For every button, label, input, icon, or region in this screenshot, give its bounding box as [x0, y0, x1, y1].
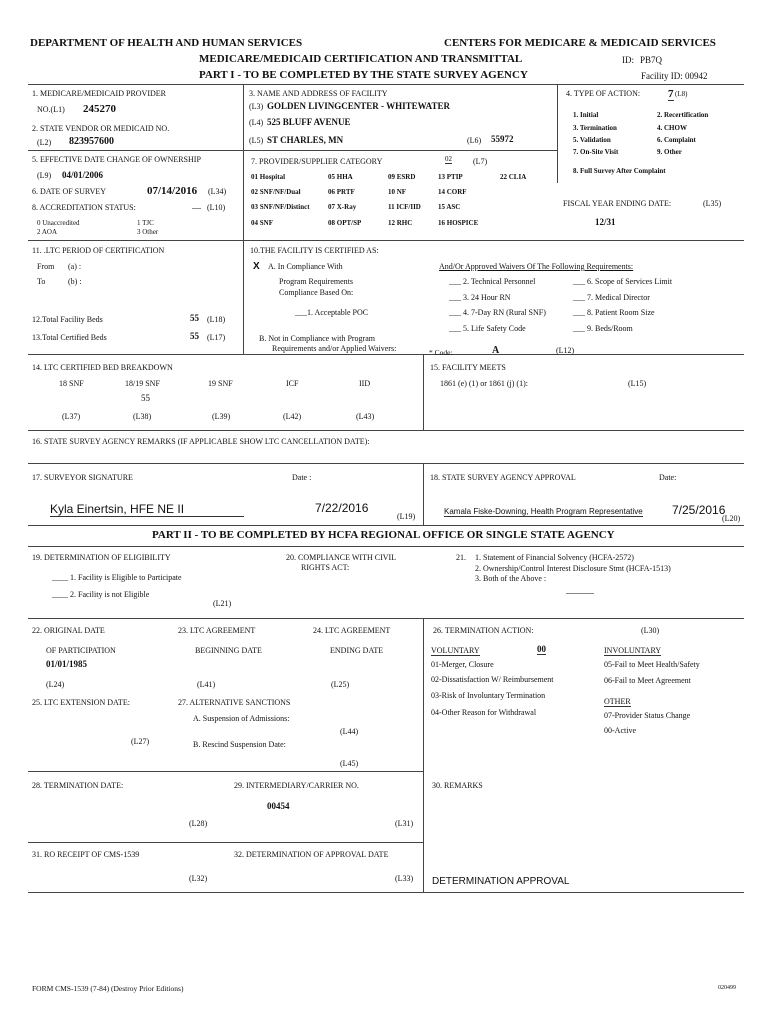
f18-label: 18. STATE SURVEY AGENCY APPROVAL [430, 473, 576, 482]
f4-opt-9: 9. Other [657, 148, 682, 156]
cat-02: 02 SNF/NF/Dual [251, 188, 301, 196]
cat-06: 06 PRTF [328, 188, 355, 196]
f31-label: 31. RO RECEIPT OF CMS-1539 [32, 850, 140, 859]
f27-label: 27. ALTERNATIVE SANCTIONS [178, 698, 291, 707]
f14-code-l39: (L39) [212, 412, 231, 421]
f21-item1: 1. Statement of Financial Solvency (HCFA-2572) [475, 553, 634, 562]
cat-05: 05 HHA [328, 173, 353, 181]
f26-v2: 02-Dissatisfaction W/ Reimbursement [431, 675, 554, 684]
f12-label: 12.Total Facility Beds [32, 315, 103, 324]
waiver-9: ___ 9. Beds/Room [573, 324, 633, 333]
f25-code: (L27) [131, 737, 150, 746]
id-value: PB7Q [640, 55, 663, 65]
f23-code: (L41) [197, 680, 216, 689]
termination-action-value: 00 [537, 644, 546, 654]
waiver-4: ___ 4. 7-Day RN (Rural SNF) [449, 308, 546, 317]
f23-sub: BEGINNING DATE [195, 646, 262, 655]
f28-code: (L28) [189, 819, 208, 828]
cat-22: 22 CLIA [500, 173, 527, 181]
facility-city: ST CHARLES, MN [267, 135, 344, 145]
f3-l4: (L4) [249, 118, 264, 127]
f3-l6: (L6) [467, 136, 482, 145]
cat-08: 08 OPT/SP [328, 219, 362, 227]
f4-code: (L8) [675, 90, 688, 98]
f14-col-19snf: 19 SNF [208, 379, 233, 388]
f7-code: (L7) [473, 157, 488, 166]
fiscal-year-end: 12/31 [595, 217, 616, 227]
f3-l3: (L3) [249, 102, 264, 111]
f10-optB2: Requirements and/or Applied Waivers: [272, 344, 397, 353]
facility-street: 525 BLUFF AVENUE [267, 117, 351, 127]
f4-opt-6: 6. Complaint [657, 136, 696, 144]
f4-opt-2: 2. Recertification [657, 111, 709, 119]
f10-code-ref: (L12) [556, 346, 575, 355]
f26-o0: 00-Active [604, 726, 636, 735]
ownership-change-date: 04/01/2006 [62, 170, 104, 180]
waiver-3: ___ 3. 24 Hour RN [449, 293, 511, 302]
dept-title: DEPARTMENT OF HEALTH AND HUMAN SERVICES [30, 37, 303, 49]
f17-date-label: Date : [292, 473, 312, 482]
f26-v3: 03-Risk of Involuntary Termination [431, 691, 546, 700]
facility-id: Facility ID: 00942 [641, 71, 708, 81]
f11-to: To [37, 277, 46, 286]
f1-label: 1. MEDICARE/MEDICAID PROVIDER [32, 89, 166, 98]
determination-approval: DETERMINATION APPROVAL [432, 876, 570, 887]
cat-04: 04 SNF [251, 219, 273, 227]
f6-code: (L34) [208, 187, 227, 196]
f4-opt-4: 4. CHOW [657, 124, 687, 132]
f8-opt1: 1 TJC [137, 219, 154, 227]
f8-blank: __ [192, 200, 201, 210]
approval-date: 7/25/2016 [672, 503, 726, 517]
carrier-number: 00454 [267, 801, 290, 811]
f14-col-iid: IID [359, 379, 371, 388]
f13-label: 13.Total Certified Beds [32, 333, 107, 342]
f4-opt-8: 8. Full Survey After Complaint [573, 167, 666, 175]
f26-voluntary: VOLUNTARY [431, 646, 480, 655]
cms-title: CENTERS FOR MEDICARE & MEDICAID SERVICES [444, 37, 716, 49]
f10-optA3: Compliance Based On: [279, 288, 354, 297]
cat-09: 09 ESRD [388, 173, 416, 181]
f11-from-a: (a) : [68, 262, 82, 271]
form-footer: FORM CMS-1539 (7-84) (Destroy Prior Editions) [32, 984, 184, 993]
f22-sub: OF PARTICIPATION [46, 646, 116, 655]
survey-date: 07/14/2016 [147, 185, 198, 197]
f19-label: 19. DETERMINATION OF ELIGIBILITY [32, 553, 171, 562]
f29-code: (L31) [395, 819, 414, 828]
f27-b-code: (L45) [340, 759, 359, 768]
f14-code-l38: (L38) [133, 412, 152, 421]
form-title: MEDICARE/MEDICAID CERTIFICATION AND TRANSMITTAL [199, 53, 523, 65]
f10-poc: ___1. Acceptable POC [295, 308, 369, 317]
part2-title: PART II - TO BE COMPLETED BY HCFA REGIONAL OFFICE OR SINGLE STATE AGENCY [152, 529, 615, 541]
f14-col-icf: ICF [286, 379, 299, 388]
f8-opt3: 3 Other [137, 228, 159, 236]
f4-opt-7: 7. On-Site Visit [573, 148, 619, 156]
part1-title: PART I - TO BE COMPLETED BY THE STATE SURVEY AGENCY [199, 69, 528, 81]
cat-10: 10 NF [388, 188, 407, 196]
f26-v4: 04-Other Reason for Withdrawal [431, 708, 537, 717]
f2-code: (L2) [37, 138, 52, 147]
f17-code: (L19) [397, 512, 416, 521]
total-certified-beds: 55 [190, 331, 199, 341]
f14-col-18snf: 18 SNF [59, 379, 84, 388]
cat-14: 14 CORF [438, 188, 467, 196]
f5-label: 5. EFFECTIVE DATE CHANGE OF OWNERSHIP [32, 155, 201, 164]
provider-category-value: 02 [445, 155, 452, 163]
f3-label: 3. NAME AND ADDRESS OF FACILITY [249, 89, 388, 98]
cat-11: 11 ICF/IID [388, 203, 421, 211]
f3-l5: (L5) [249, 136, 264, 145]
f26-i5: 05-Fail to Meet Health/Safety [604, 660, 700, 669]
f22-label: 22. ORIGINAL DATE [32, 626, 105, 635]
f26-other: OTHER [604, 697, 631, 706]
cat-13: 13 PTIP [438, 173, 463, 181]
action-type-value: 7 [668, 88, 674, 100]
f26-o7: 07-Provider Status Change [604, 711, 691, 720]
f14-label: 14. LTC CERTIFIED BED BREAKDOWN [32, 363, 173, 372]
f19-code: (L21) [213, 599, 232, 608]
waiver-5: ___ 5. Life Safety Code [449, 324, 526, 333]
f10-optA2: Program Requirements [279, 277, 353, 286]
f27-a-code: (L44) [340, 727, 359, 736]
f24-label: 24. LTC AGREEMENT [313, 626, 391, 635]
surveyor-signature: Kyla Einertsin, HFE NE II [50, 502, 244, 517]
fiscal-code: (L35) [703, 199, 722, 208]
f22-code: (L24) [46, 680, 65, 689]
f30-label: 30. REMARKS [432, 781, 483, 790]
f24-code: (L25) [331, 680, 350, 689]
f19-opt2: ____ 2. Facility is not Eligible [52, 590, 150, 599]
f18-date-label: Date: [659, 473, 677, 482]
cat-01: 01 Hospital [251, 173, 286, 181]
f8-code: (L10) [207, 203, 226, 212]
f10-code-label: * Code: [429, 348, 453, 357]
f12-code: (L18) [207, 315, 226, 324]
cat-07: 07 X-Ray [328, 203, 357, 211]
waiver-2: ___ 2. Technical Personnel [449, 277, 536, 286]
f27-b: B. Rescind Suspension Date: [193, 740, 286, 749]
f14-col-1819snf: 18/19 SNF [125, 379, 160, 388]
id-label: ID: [622, 55, 634, 65]
f10-optB: B. Not in Compliance with Program [259, 334, 375, 343]
f17-label: 17. SURVEYOR SIGNATURE [32, 473, 133, 482]
f15-label: 15. FACILITY MEETS [430, 363, 506, 372]
f19-opt1: ____ 1. Facility is Eligible to Participate [52, 573, 182, 582]
f8-label: 8. ACCREDITATION STATUS: [32, 203, 136, 212]
f25-label: 25. LTC EXTENSION DATE: [32, 698, 130, 707]
f21-item3: 3. Both of the Above : [475, 574, 547, 583]
f26-involuntary: INVOLUNTARY [604, 646, 662, 655]
f23-label: 23. LTC AGREEMENT [178, 626, 256, 635]
f32-code: (L33) [395, 874, 414, 883]
f14-code-l42: (L42) [283, 412, 302, 421]
f26-label: 26. TERMINATION ACTION: [433, 626, 534, 635]
provider-number: 245270 [83, 103, 116, 115]
surveyor-date: 7/22/2016 [315, 501, 369, 515]
f15-text: 1861 (e) (1) or 1861 (j) (1): [440, 379, 528, 388]
f32-label: 32. DETERMINATION OF APPROVAL DATE [234, 850, 389, 859]
waivers-title: And/Or Approved Waivers Of The Following Requirements: [439, 262, 634, 271]
f13-code: (L17) [207, 333, 226, 342]
f26-code: (L30) [641, 626, 660, 635]
f20-label2: RIGHTS ACT: [301, 563, 350, 572]
cat-03: 03 SNF/NF/Distinct [251, 203, 310, 211]
waiver-8: ___ 8. Patient Room Size [573, 308, 655, 317]
vendor-number: 823957600 [69, 136, 114, 147]
f8-opt2: 2 AOA [37, 228, 58, 236]
f20-label: 20. COMPLIANCE WITH CIVIL [286, 553, 397, 562]
f10-label: 10.THE FACILITY IS CERTIFIED AS: [250, 246, 379, 255]
total-facility-beds: 55 [190, 313, 199, 323]
f4-label: 4. TYPE OF ACTION: [566, 89, 641, 98]
f11-from: From [37, 262, 55, 271]
f26-v1: 01-Merger, Closure [431, 660, 494, 669]
f4-opt-5: 5. Validation [573, 136, 611, 144]
waiver-7: ___ 7. Medical Director [573, 293, 650, 302]
f7-label: 7. PROVIDER/SUPPLIER CATEGORY [251, 157, 383, 166]
f15-code: (L15) [628, 379, 647, 388]
f14-code-l37: (L37) [62, 412, 81, 421]
f2-label: 2. STATE VENDOR OR MEDICAID NO. [32, 124, 170, 133]
f21-label: 21. [456, 553, 466, 562]
compliance-mark: X [253, 261, 260, 272]
f31-code: (L32) [189, 874, 208, 883]
f29-label: 29. INTERMEDIARY/CARRIER NO. [234, 781, 359, 790]
f10-optA: A. In Compliance With [268, 262, 343, 271]
waiver-6: ___ 6. Scope of Services Limit [573, 277, 673, 286]
f21-item2: 2. Ownership/Control Interest Disclosure Stmt (HCFA-1513) [475, 564, 671, 573]
f8-opt0: 0 Unaccredited [37, 219, 80, 227]
fiscal-label: FISCAL YEAR ENDING DATE: [563, 199, 672, 208]
f4-opt-1: 1. Initial [573, 111, 599, 119]
facility-zip: 55972 [491, 134, 514, 144]
cat-12: 12 RHC [388, 219, 413, 227]
form-code: 020499 [718, 985, 736, 991]
f11-to-b: (b) : [68, 277, 82, 286]
f5-code: (L9) [37, 171, 52, 180]
f11-label: 11. .LTC PERIOD OF CERTIFICATION [32, 246, 165, 255]
cat-15: 15 ASC [438, 203, 461, 211]
facility-name: GOLDEN LIVINGCENTER - WHITEWATER [267, 101, 450, 111]
f14-1819snf-value: 55 [141, 393, 150, 403]
f18-code: (L20) [722, 514, 741, 523]
f26-i6: 06-Fail to Meet Agreement [604, 676, 691, 685]
f4-opt-3: 3. Termination [573, 124, 617, 132]
f24-sub: ENDING DATE [330, 646, 384, 655]
f14-code-l43: (L43) [356, 412, 375, 421]
f10-code-value: A [492, 345, 500, 356]
agency-approver: Kamala Fiske-Downing, Health Program Representative [444, 507, 643, 516]
original-participation-date: 01/01/1985 [46, 659, 88, 669]
cat-16: 16 HOSPICE [438, 219, 479, 227]
f28-label: 28. TERMINATION DATE: [32, 781, 124, 790]
f27-a: A. Suspension of Admissions: [193, 714, 290, 723]
f1-no-label: NO.(L1) [37, 105, 65, 114]
f16-label: 16. STATE SURVEY AGENCY REMARKS (IF APPLICABLE SHOW LTC CANCELLATION DATE): [32, 437, 370, 446]
f6-label: 6. DATE OF SURVEY [32, 187, 107, 196]
